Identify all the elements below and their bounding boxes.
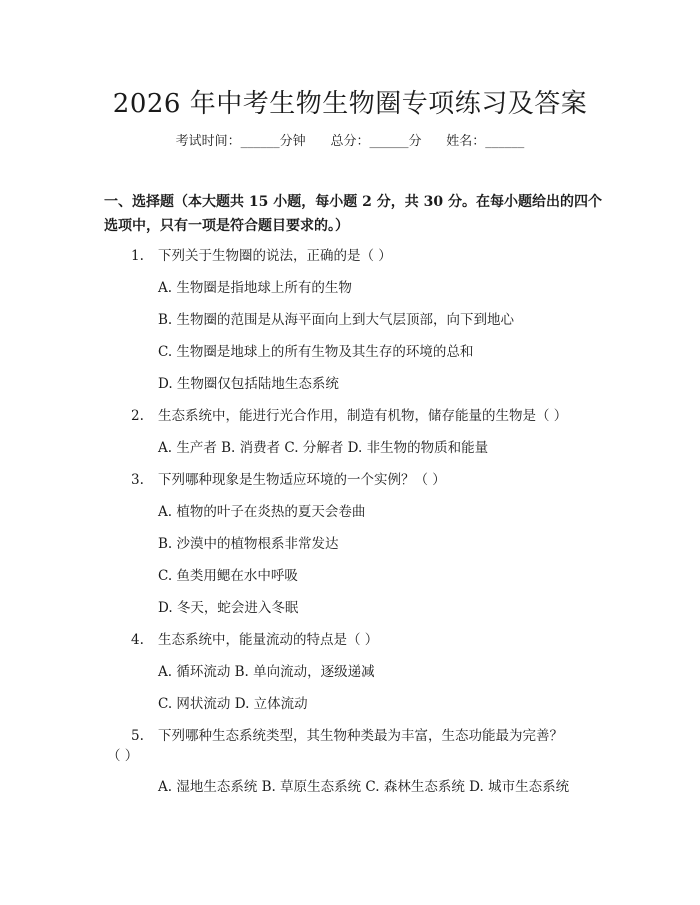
question-3: [131, 468, 446, 488]
question-text: 下列哪种现象是生物适应环境的一个实例？（ ）: [158, 472, 446, 488]
question-1-option-b: B. 生物圈的范围是从海平面向上到大气层顶部，向下到地心: [158, 312, 515, 328]
question-1-option-c: C. 生物圈是地球上的所有生物及其生存的环境的总和: [158, 344, 474, 360]
question-1-option-a: A. 生物圈是指地球上所有的生物: [158, 280, 352, 296]
question-3-option-a: A. 植物的叶子在炎热的夏天会卷曲: [158, 504, 366, 520]
question-5-options: A. 湿地生态系统 B. 草原生态系统 C. 森林生态系统 D. 城市生态系统: [158, 779, 570, 795]
question-1: [131, 244, 392, 264]
question-5: [131, 724, 563, 744]
exam-meta: [0, 130, 700, 149]
question-1-option-d: D. 生物圈仅包括陆地生态系统: [158, 376, 339, 392]
question-text: 下列哪种生态系统类型，其生物种类最为丰富，生态功能最为完善？: [158, 728, 563, 744]
exam-time-label: 考试时间：______分钟: [175, 134, 306, 149]
question-number: 2.: [131, 408, 144, 424]
question-number: 5.: [131, 728, 144, 744]
question-number: 4.: [131, 632, 144, 648]
question-3-option-b: B. 沙漠中的植物根系非常发达: [158, 536, 339, 552]
question-text: 生态系统中，能进行光合作用，制造有机物，储存能量的生物是（ ）: [158, 408, 568, 424]
question-number: 3.: [131, 472, 144, 488]
question-4-options-cd: C. 网状流动 D. 立体流动: [158, 696, 308, 712]
question-3-option-c: C. 鱼类用鳃在水中呼吸: [158, 568, 298, 584]
question-number: 1.: [131, 248, 144, 264]
question-5-text-continued: （ ）: [107, 748, 139, 764]
question-4: [131, 628, 378, 648]
student-name-label: 姓名：______: [446, 134, 525, 149]
question-text: 生态系统中，能量流动的特点是（ ）: [158, 632, 379, 648]
question-text: 下列关于生物圈的说法，正确的是（ ）: [158, 248, 392, 264]
question-2-options: A. 生产者 B. 消费者 C. 分解者 D. 非生物的物质和能量: [158, 440, 489, 456]
document-title: 2026 年中考生物生物圈专项练习及答案: [112, 89, 588, 119]
question-2: [131, 404, 567, 424]
section-heading: 一、选择题（本大题共 15 小题，每小题 2 分，共 30 分。在每小题给出的四个选项中，只有一项是符合题目要求的。）: [104, 194, 602, 234]
total-score-label: 总分：______分: [330, 134, 422, 149]
question-4-options-ab: A. 循环流动 B. 单向流动，逐级递减: [158, 664, 375, 680]
question-3-option-d: D. 冬天，蛇会进入冬眠: [158, 600, 299, 616]
